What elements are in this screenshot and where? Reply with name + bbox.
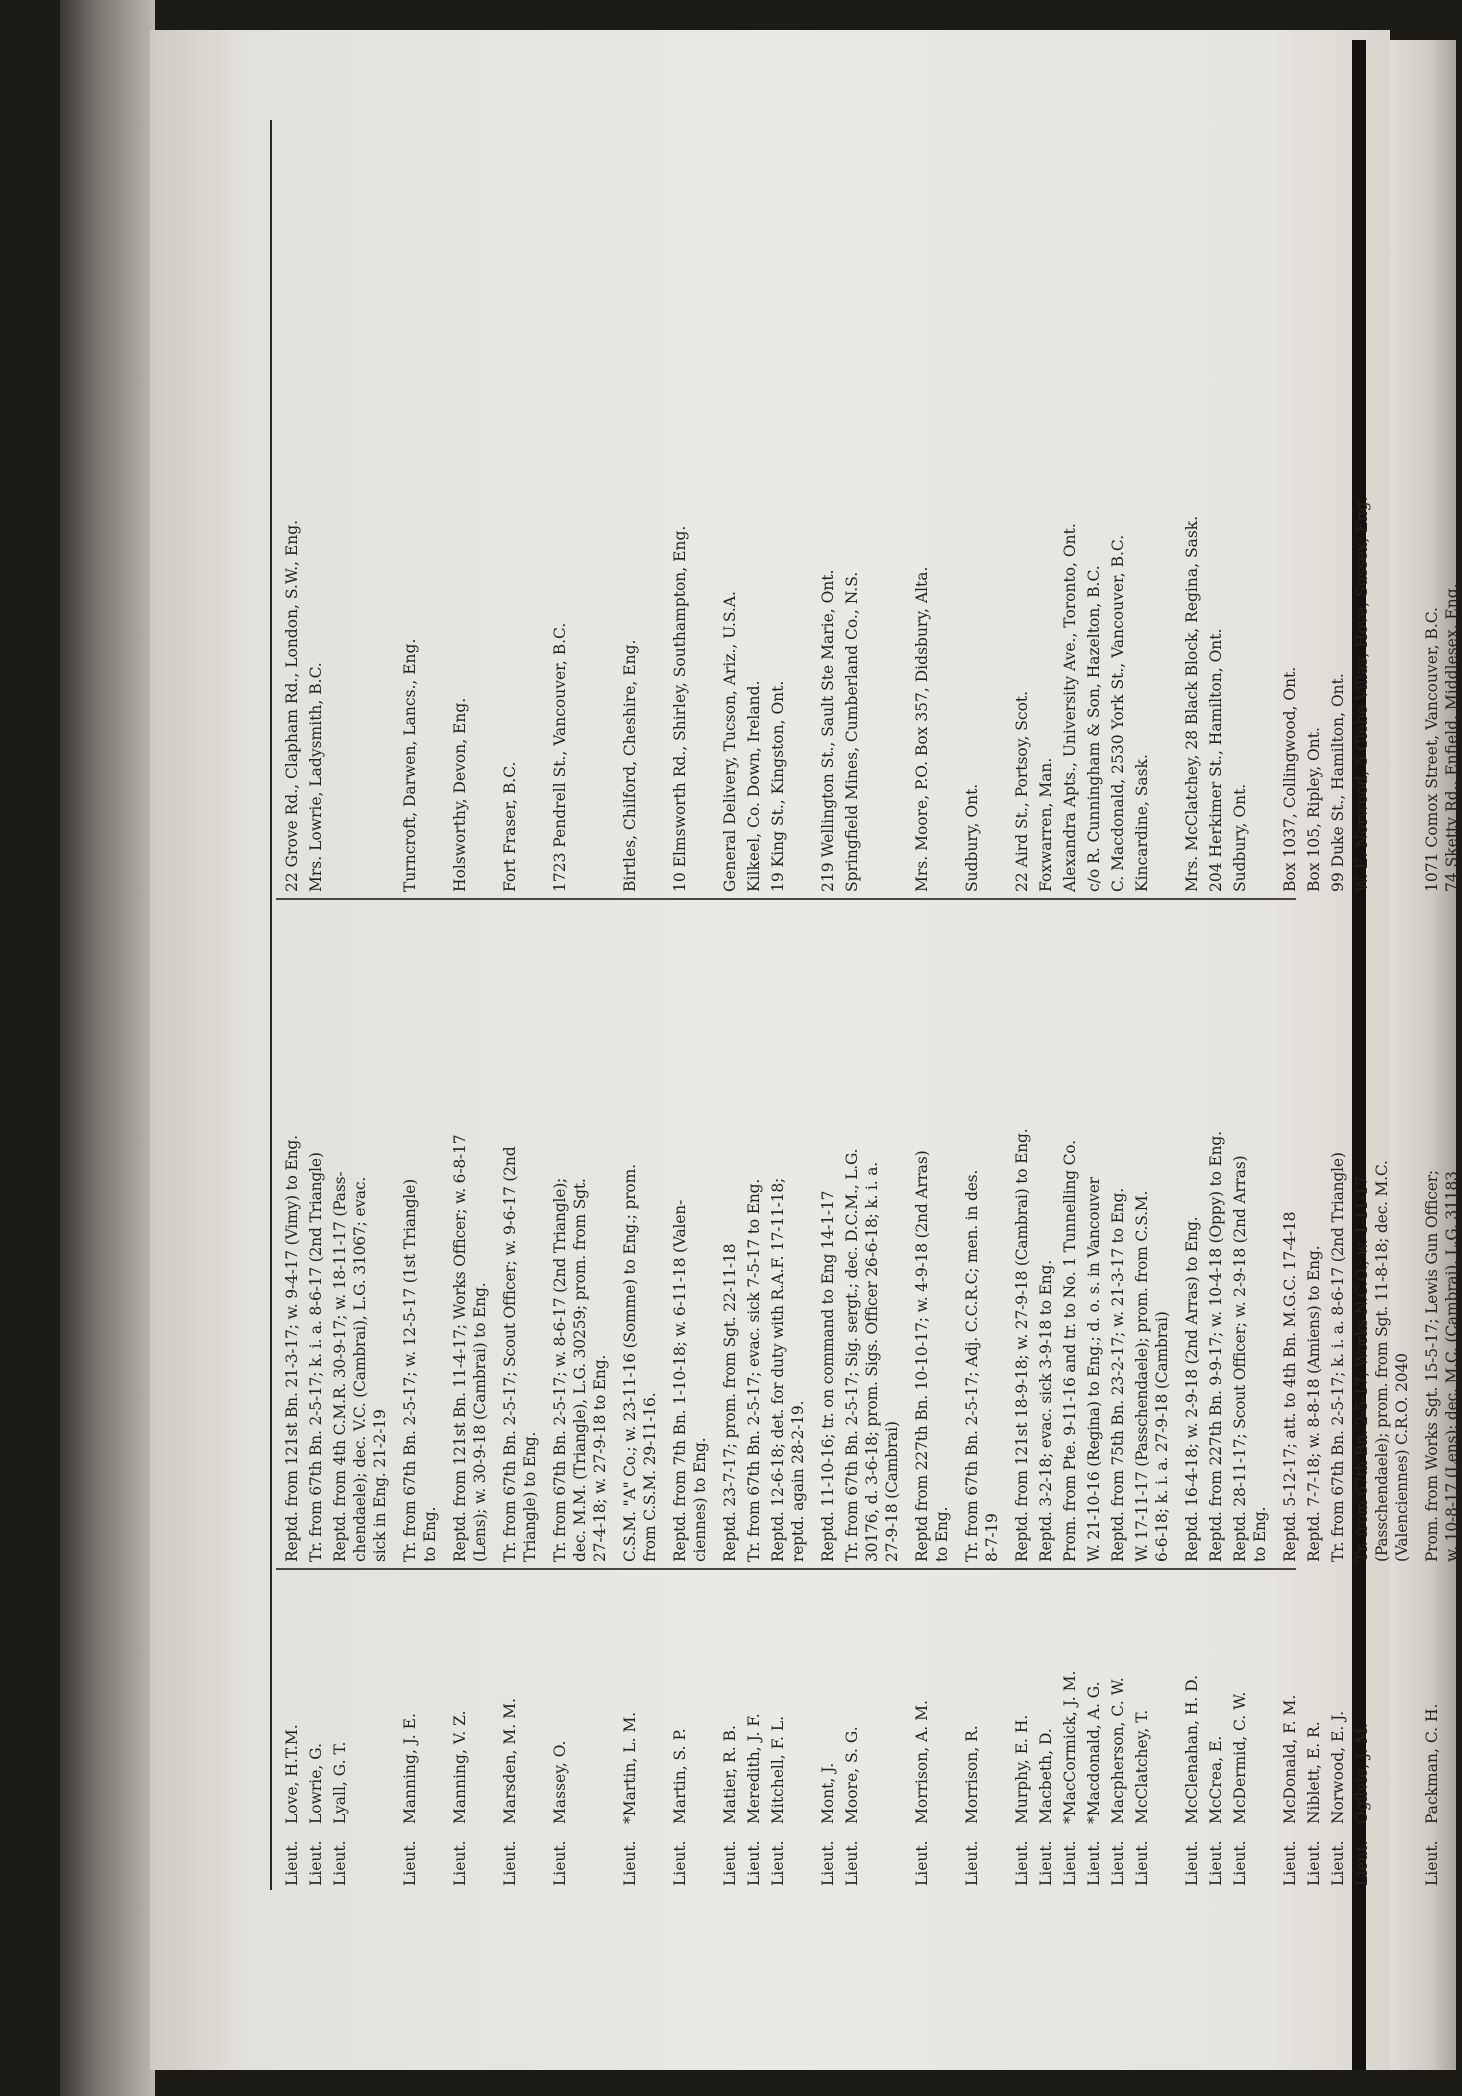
address-line: Springfield Mines, Cumberland Co., N.S. bbox=[843, 571, 861, 892]
record-line: Tr. from 67th Bn. 2-5-17; w. 12-5-17 (1st Triangle) bbox=[401, 1179, 419, 1562]
rank-cell: Lieut. bbox=[451, 1840, 469, 1886]
table-row bbox=[330, 120, 390, 1890]
table-row bbox=[1328, 120, 1348, 1890]
record-line: 30176, d. 3-6-18; prom. Sigs. Officer 26-6-18; k. i. a. bbox=[863, 1161, 881, 1562]
rank-cell: Lieut. bbox=[1329, 1840, 1347, 1886]
table-row bbox=[282, 120, 302, 1890]
name-cell: Meredith, J. F. bbox=[745, 1713, 763, 1824]
address-line: 22 Aird St., Portsoy, Scot. bbox=[1013, 690, 1031, 892]
service-record-cell bbox=[1304, 907, 1324, 1562]
address-line: 22 Grove Rd., Clapham Rd., London, S.W., Eng. bbox=[283, 519, 301, 892]
table-row bbox=[768, 120, 808, 1890]
table-row bbox=[550, 120, 610, 1890]
name-cell: Macbeth, D. bbox=[1037, 1728, 1055, 1824]
name-cell: Packman, C. H. bbox=[1423, 1703, 1441, 1824]
service-record-cell bbox=[1422, 907, 1462, 1562]
address-line: W. E. Norwood, 5 Glebe Villas, Hove, Sussex, Eng. bbox=[1353, 496, 1371, 892]
address-cell bbox=[1230, 122, 1250, 892]
address-line: 219 Wellington St., Sault Ste Marie, Ont. bbox=[819, 569, 837, 892]
record-line: Reptd. 16-4-18; w. 2-9-18 (2nd Arras) to Eng. bbox=[1183, 1216, 1201, 1562]
rank-cell: Lieut. bbox=[1133, 1840, 1151, 1886]
record-line: Reptd. 23-7-17; prom. from Sgt. 22-11-18 bbox=[721, 1243, 739, 1562]
name-cell: Morrison, A. M. bbox=[913, 1700, 931, 1824]
rank-cell: Lieut. bbox=[1423, 1840, 1441, 1886]
address-cell bbox=[962, 122, 982, 892]
address-line: 204 Herkimer St., Hamilton, Ont. bbox=[1207, 628, 1225, 892]
record-line: 8-7-19 bbox=[983, 1513, 1001, 1562]
rank-cell: Lieut. bbox=[501, 1840, 519, 1886]
record-line: C.S.M. "A" Co.; w. 23-11-16 (Somme) to Eng.; prom. bbox=[621, 1164, 639, 1562]
record-line: W. 21-10-16 (Regina) to Eng.; d. o. s. in Vancouver bbox=[1085, 1177, 1103, 1562]
rank-cell: Lieut. bbox=[721, 1840, 739, 1886]
table-row bbox=[306, 120, 326, 1890]
name-cell: Murphy, E. H. bbox=[1013, 1714, 1031, 1824]
rank-cell: Lieut. bbox=[1207, 1840, 1225, 1886]
address-line: Box 1037, Collingwood, Ont. bbox=[1281, 666, 1299, 892]
table-row bbox=[1108, 120, 1128, 1890]
record-line: Reptd. 11-10-16; tr. on command to Eng 14-1-17 bbox=[819, 1190, 837, 1562]
service-record-cell bbox=[818, 907, 838, 1562]
officer-roll-table bbox=[270, 120, 1461, 1890]
address-cell bbox=[1304, 122, 1324, 892]
record-line: Reptd. from 121st Bn. 11-4-17; Works Officer; w. 6-8-17 bbox=[451, 1134, 469, 1562]
address-cell bbox=[768, 122, 788, 892]
rank-cell: Lieut. bbox=[1013, 1840, 1031, 1886]
address-cell bbox=[306, 122, 326, 892]
address-cell bbox=[1084, 122, 1104, 892]
record-line: sick in Eng. 21-2-19 bbox=[371, 1409, 389, 1562]
service-record-cell bbox=[450, 907, 490, 1562]
name-cell: Massey, O. bbox=[551, 1740, 569, 1824]
table-row bbox=[400, 120, 440, 1890]
table-row bbox=[818, 120, 838, 1890]
name-cell: Lowrie, G. bbox=[307, 1742, 325, 1824]
name-cell: Moore, S. G. bbox=[843, 1726, 861, 1824]
record-line: Tr. from 67th Bn. 2-5-17; Sig. sergt.; dec. D.C.M., L.G. bbox=[843, 1148, 861, 1562]
table-row bbox=[1084, 120, 1104, 1890]
record-line: w. 10-8-17 (Lens); dec. M.C. (Cambrai), L.G. 31183 bbox=[1443, 1171, 1461, 1562]
table-row bbox=[842, 120, 902, 1890]
table-row bbox=[912, 120, 952, 1890]
record-line: Reptd. 5-12-17; att. to 4th Bn. M.G.C. 17-4-18 bbox=[1281, 1211, 1299, 1562]
name-cell: Manning, J. E. bbox=[401, 1713, 419, 1824]
record-line: from C.S.M. 29-11-16. bbox=[641, 1392, 659, 1562]
service-record-cell bbox=[400, 907, 440, 1562]
name-cell: Matier, R. B. bbox=[721, 1725, 739, 1824]
address-line: Birtles, Chilford, Cheshire, Eng. bbox=[621, 639, 639, 892]
address-cell bbox=[500, 122, 520, 892]
record-line: Reptd. 28-11-17; Scout Officer; w. 2-9-18 (2nd Arras) bbox=[1231, 1155, 1249, 1562]
table-row bbox=[744, 120, 764, 1890]
address-cell bbox=[1036, 122, 1056, 892]
service-record-cell bbox=[1328, 907, 1348, 1562]
name-cell: Morrison, R. bbox=[963, 1725, 981, 1824]
name-cell: Macpherson, C. W. bbox=[1109, 1677, 1127, 1824]
service-record-cell bbox=[1132, 907, 1172, 1562]
record-line: 27-4-18; w. 27-9-18 to Eng. bbox=[591, 1354, 609, 1562]
table-row bbox=[1304, 120, 1324, 1890]
record-line: Reptd. from 121st 18-9-18; w. 27-9-18 (Cambrai) to Eng. bbox=[1013, 1128, 1031, 1562]
service-record-cell bbox=[842, 907, 902, 1562]
name-cell: *MacCormick, J. M. bbox=[1061, 1670, 1079, 1824]
address-line: General Delivery, Tucson, Ariz., U.S.A. bbox=[721, 591, 739, 892]
address-cell bbox=[1060, 122, 1080, 892]
record-line: Prom. from Pte. 9-11-16 and tr. to No. 1 Tunnelling Co. bbox=[1061, 1140, 1079, 1562]
name-cell: Ogilvie, J. M. bbox=[1353, 1723, 1371, 1824]
record-line: chendaele); dec. V.C. (Cambrai), L.G. 31067; evac. bbox=[351, 1176, 369, 1562]
record-line: Tr. from 67th Bn. 2-5-17; evac. sick 7-5-17 to Eng. bbox=[745, 1178, 763, 1562]
table-row bbox=[1422, 120, 1462, 1890]
address-line: Foxwarren, Man. bbox=[1037, 757, 1055, 892]
rank-cell: Lieut. bbox=[769, 1840, 787, 1886]
address-cell bbox=[1182, 122, 1202, 892]
rank-cell: Lieut. bbox=[1353, 1840, 1371, 1886]
service-record-cell bbox=[550, 907, 610, 1562]
service-record-cell bbox=[1280, 907, 1300, 1562]
name-cell: Niblett, E. R. bbox=[1305, 1721, 1323, 1824]
address-cell bbox=[1352, 122, 1372, 892]
address-cell bbox=[1328, 122, 1348, 892]
name-cell: Love, H.T.M. bbox=[283, 1724, 301, 1824]
address-cell bbox=[744, 122, 764, 892]
address-line: c/o R. Cunningham & Son, Hazelton, B.C. bbox=[1085, 565, 1103, 892]
address-line: Mrs. McClatchey, 28 Black Block, Regina, Sask. bbox=[1183, 515, 1201, 892]
table-row bbox=[500, 120, 540, 1890]
address-line: 99 Duke St., Hamilton, Ont. bbox=[1329, 673, 1347, 892]
record-line: Reptd. from 227th Bn. 9-9-17; w. 10-4-18 (Oppy) to Eng. bbox=[1207, 1131, 1225, 1562]
address-line: Holsworthy, Devon, Eng. bbox=[451, 697, 469, 892]
record-line: Tr. from 67th Bn. 2-5-17; Adj. C.C.R.C; men. in des. bbox=[963, 1169, 981, 1562]
address-cell bbox=[1012, 122, 1032, 892]
table-row bbox=[1206, 120, 1226, 1890]
name-cell: McDermid, C. W. bbox=[1231, 1691, 1249, 1824]
record-line: Tr. from 67th Bn. 2-5-17; Works N.C.O.; w. 1-11-17 bbox=[1353, 1176, 1371, 1562]
address-line: 74 Sketty Rd., Enfield, Middlesex, Eng. bbox=[1443, 583, 1461, 892]
address-line: 19 King St., Kingston, Ont. bbox=[769, 680, 787, 892]
record-line: to Eng. bbox=[421, 1506, 439, 1562]
address-line: Mrs. Lowrie, Ladysmith, B.C. bbox=[307, 662, 325, 892]
record-line: Reptd from 227th Bn. 10-10-17; w. 4-9-18 (2nd Arras) bbox=[913, 1150, 931, 1562]
record-line: (Valenciennes) C.R.O. 2040 bbox=[1393, 1353, 1411, 1562]
record-line: Reptd. 12-6-18; det. for duty with R.A.F. 17-11-18; bbox=[769, 1177, 787, 1562]
service-record-cell bbox=[1108, 907, 1128, 1562]
table-row bbox=[1182, 120, 1202, 1890]
service-record-cell bbox=[720, 907, 740, 1562]
rank-cell: Lieut. bbox=[1037, 1840, 1055, 1886]
rank-cell: Lieut. bbox=[913, 1840, 931, 1886]
name-cell: Manning, V. Z. bbox=[451, 1710, 469, 1824]
rank-cell: Lieut. bbox=[963, 1840, 981, 1886]
name-cell: McClenahan, H. D. bbox=[1183, 1675, 1201, 1824]
address-cell bbox=[1206, 122, 1226, 892]
service-record-cell bbox=[1012, 907, 1032, 1562]
rank-cell: Lieut. bbox=[621, 1840, 639, 1886]
service-record-cell bbox=[1352, 907, 1412, 1562]
address-cell bbox=[720, 122, 740, 892]
service-record-cell bbox=[912, 907, 952, 1562]
address-cell bbox=[1422, 122, 1462, 892]
service-record-cell bbox=[768, 907, 808, 1562]
record-line: Triangle) to Eng. bbox=[521, 1431, 539, 1562]
name-cell: Lyall, G. T. bbox=[331, 1741, 349, 1824]
name-cell: McCrea, E. bbox=[1207, 1735, 1225, 1824]
record-line: Tr. from 67th Bn. 2-5-17; Scout Officer; w. 9-6-17 (2nd bbox=[501, 1146, 519, 1562]
record-line: Reptd. from 75th Bn. 23-2-17; w. 21-3-17 to Eng. bbox=[1109, 1188, 1127, 1562]
record-line: ciennes) to Eng. bbox=[691, 1437, 709, 1562]
name-cell: *Martin, L. M. bbox=[621, 1711, 639, 1824]
record-line: dec. M.M. (Triangle), L.G. 30259; prom. from Sgt. bbox=[571, 1178, 589, 1562]
address-cell bbox=[282, 122, 302, 892]
name-cell: *Macdonald, A. G. bbox=[1085, 1681, 1103, 1824]
table-row bbox=[620, 120, 660, 1890]
service-record-cell bbox=[1060, 907, 1080, 1562]
address-cell bbox=[670, 122, 690, 892]
address-cell bbox=[450, 122, 470, 892]
record-line: to Eng. bbox=[933, 1506, 951, 1562]
record-line: Tr. from 67th Bn. 2-5-17; k. i. a. 8-6-17 (2nd Triangle) bbox=[1329, 1152, 1347, 1562]
address-cell bbox=[818, 122, 838, 892]
address-line: 1723 Pendrell St., Vancouver, B.C. bbox=[551, 622, 569, 892]
address-line: Turncroft, Darwen, Lancs., Eng. bbox=[401, 638, 419, 892]
rank-cell: Lieut. bbox=[671, 1840, 689, 1886]
rank-cell: Lieut. bbox=[283, 1840, 301, 1886]
table-row bbox=[670, 120, 710, 1890]
rank-cell: Lieut. bbox=[745, 1840, 763, 1886]
rank-cell: Lieut. bbox=[1231, 1840, 1249, 1886]
table-row bbox=[1036, 120, 1056, 1890]
name-cell: Marsden, M. M. bbox=[501, 1698, 519, 1824]
address-line: C. Macdonald, 2530 York St., Vancouver, B.C. bbox=[1109, 534, 1127, 892]
record-line: 6-6-18; k. i. a. 27-9-18 (Cambrai) bbox=[1153, 1311, 1171, 1562]
service-record-cell bbox=[1036, 907, 1056, 1562]
rank-cell: Lieut. bbox=[1061, 1840, 1079, 1886]
address-line: 1071 Comox Street, Vancouver, B.C. bbox=[1423, 607, 1441, 892]
rank-cell: Lieut. bbox=[307, 1840, 325, 1886]
rank-cell: Lieut. bbox=[1085, 1840, 1103, 1886]
record-line: Reptd. from 121st Bn. 21-3-17; w. 9-4-17 (Vimy) to Eng. bbox=[283, 1135, 301, 1562]
address-line: Fort Fraser, B.C. bbox=[501, 761, 519, 892]
table-row bbox=[962, 120, 1002, 1890]
service-record-cell bbox=[306, 907, 326, 1562]
record-line: Tr. from 67th Bn. 2-5-17; k. i. a. 8-6-17 (2nd Triangle) bbox=[307, 1152, 325, 1562]
table-row bbox=[720, 120, 740, 1890]
record-line: Tr. from 67th Bn. 2-5-17; w. 8-6-17 (2nd Triangle); bbox=[551, 1177, 569, 1562]
rank-cell: Lieut. bbox=[1183, 1840, 1201, 1886]
record-line: (Lens); w. 30-9-18 (Cambrai) to Eng. bbox=[471, 1282, 489, 1562]
address-cell bbox=[1108, 122, 1128, 892]
record-line: to Eng. bbox=[1251, 1506, 1269, 1562]
record-line: Prom. from Works Sgt. 15-5-17; Lewis Gun Officer; bbox=[1423, 1170, 1441, 1562]
address-line: Sudbury, Ont. bbox=[1231, 783, 1249, 892]
table-row bbox=[1132, 120, 1172, 1890]
address-line: Kincardine, Sask. bbox=[1133, 754, 1151, 892]
address-cell bbox=[620, 122, 640, 892]
address-line: 10 Elmsworth Rd., Shirley, Southampton, Eng. bbox=[671, 525, 689, 892]
record-line: Reptd. from 4th C.M.R. 30-9-17; w. 18-11-17 (Pass- bbox=[331, 1171, 349, 1562]
address-line: Mrs. Moore, P.O. Box 357, Didsbury, Alta. bbox=[913, 566, 931, 892]
name-cell: Mitchell, F. L. bbox=[769, 1715, 787, 1824]
address-cell bbox=[550, 122, 570, 892]
table-row bbox=[1230, 120, 1270, 1890]
address-cell bbox=[842, 122, 862, 892]
table-row bbox=[1060, 120, 1080, 1890]
address-cell bbox=[912, 122, 932, 892]
record-line: reptd. again 28-2-19. bbox=[789, 1400, 807, 1562]
record-line: 27-9-18 (Cambrai) bbox=[883, 1421, 901, 1562]
record-line: Reptd. from 7th Bn. 1-10-18; w. 6-11-18 (Valen- bbox=[671, 1199, 689, 1562]
service-record-cell bbox=[670, 907, 710, 1562]
rank-cell: Lieut. bbox=[551, 1840, 569, 1886]
service-record-cell bbox=[1206, 907, 1226, 1562]
service-record-cell bbox=[1182, 907, 1202, 1562]
rank-cell: Lieut. bbox=[401, 1840, 419, 1886]
service-record-cell bbox=[962, 907, 1002, 1562]
service-record-cell bbox=[744, 907, 764, 1562]
name-cell: McClatchey, T. bbox=[1133, 1709, 1151, 1824]
table-row bbox=[450, 120, 490, 1890]
rank-cell: Lieut. bbox=[1305, 1840, 1323, 1886]
address-cell bbox=[1280, 122, 1300, 892]
record-line: Reptd. 7-7-18; w. 8-8-18 (Amiens) to Eng. bbox=[1305, 1245, 1323, 1562]
name-cell: McDonald, F. M. bbox=[1281, 1694, 1299, 1824]
name-cell: Martin, S. P. bbox=[671, 1728, 689, 1824]
rank-cell: Lieut. bbox=[819, 1840, 837, 1886]
service-record-cell bbox=[620, 907, 660, 1562]
table-row bbox=[1012, 120, 1032, 1890]
service-record-cell bbox=[1230, 907, 1270, 1562]
address-line: Box 105, Ripley, Ont. bbox=[1305, 727, 1323, 892]
service-record-cell bbox=[500, 907, 540, 1562]
service-record-cell bbox=[330, 907, 390, 1562]
name-cell: Norwood, E. J. bbox=[1329, 1710, 1347, 1824]
table-row bbox=[1280, 120, 1300, 1890]
record-line: W. 17-11-17 (Passchendaele); prom. from C.S.M. bbox=[1133, 1190, 1151, 1562]
rank-cell: Lieut. bbox=[331, 1840, 349, 1886]
name-cell: Mont, J. bbox=[819, 1762, 837, 1824]
record-line: (Passchendaele); prom. from Sgt. 11-8-18; dec. M.C. bbox=[1373, 1160, 1391, 1562]
page-edge-shadow bbox=[60, 0, 155, 2096]
address-cell bbox=[1132, 122, 1152, 892]
top-rule bbox=[270, 120, 272, 1890]
address-cell bbox=[400, 122, 420, 892]
service-record-cell bbox=[282, 907, 302, 1562]
table-row bbox=[1352, 120, 1412, 1890]
rank-cell: Lieut. bbox=[843, 1840, 861, 1886]
address-line: Kilkeel, Co. Down, Ireland. bbox=[745, 680, 763, 892]
rank-cell: Lieut. bbox=[1281, 1840, 1299, 1886]
rank-cell: Lieut. bbox=[1109, 1840, 1127, 1886]
address-line: Alexandra Apts., University Ave., Toronto, Ont. bbox=[1061, 523, 1079, 892]
address-line: Sudbury, Ont. bbox=[963, 783, 981, 892]
record-line: Reptd. 3-2-18; evac. sick 3-9-18 to Eng. bbox=[1037, 1260, 1055, 1562]
service-record-cell bbox=[1084, 907, 1104, 1562]
